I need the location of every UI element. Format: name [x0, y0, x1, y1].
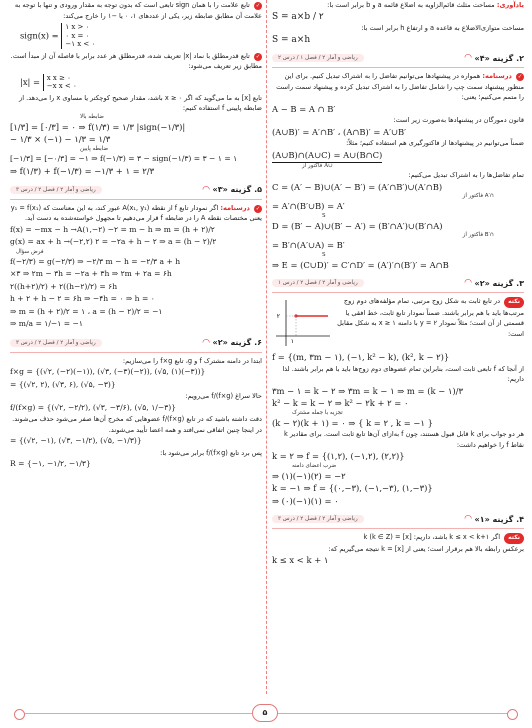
- q5-header: [10, 183, 262, 200]
- q4-meta: ریاضی و آمار ۲ / فصل ۲ / درس ۳: [272, 515, 364, 523]
- q2-tip: [272, 71, 524, 103]
- lesson-icon: ✓: [517, 74, 523, 80]
- q6-text3: دقت داشته باشید که در تابع f/(f×g) عضوهایی که مخرج آن‌ها صفر می‌شود حذف می‌شوند. در اینجا چنین اتفاقی نمی‌افتد و همه اعضا تأیید می‌شوند.: [12, 415, 262, 434]
- q2-eq7-s: S: [322, 251, 326, 258]
- sign-definition: [20, 23, 262, 49]
- q3-tip: [336, 296, 524, 348]
- q2-tafazol-text: تمام تفاضل‌ها را به اشتراک تبدیل می‌کنیم:: [408, 171, 524, 179]
- q3-tip-text: در تابع ثابت به شکل زوج مرتبی، تمام مؤلفه‌های دوم زوج مرتب‌ها باید با هم برابر باشند. ضمناً نمودار تابع ثابت، خط افقی یا قسمتی از آن است؛ مثلاً نمودار y = ۲ با دامنه x ≥ ۱ به شکل مقابل است:: [337, 297, 524, 338]
- abs-case-1: x x ≥ ۰: [46, 73, 71, 82]
- q2-meta: ریاضی و آمار ۲ / فصل ۱ / درس ۲: [272, 54, 364, 62]
- q2-eq8: ⇒ E = (C∪D)′ = C′∩D′ = (A′)′∩(B′)′ = A∩B: [272, 259, 449, 270]
- abs-cases: [43, 74, 77, 91]
- q5-eq3-label: فرض سؤال: [16, 248, 44, 255]
- floor-text: تابع [x] به ما می‌گوید که اگر x ≥ ۰ باشد، مقدار صحیح کوچکتر یا مساوی x را می‌دهد. از ضابطه پایینی f استفاده کنیم:: [19, 93, 262, 112]
- reminder-paragraph: [272, 0, 524, 11]
- q4-tip-text: اگر k ≤ x < k+۱ باشد، داریم: [x] = k (k ∈ Z): [363, 533, 501, 541]
- q3-text2: هر دو جواب برای k قابل قبول هستند، چون f به‌ازای آن‌ها تابع ثابت است. برای مقادیر k نقاط f را خواهیم داشت:: [284, 430, 524, 449]
- q5-eq2: g(x) = ax + h →(−۲,۲) ۲ = −۲a + h − ۲ ⇒ a = (h − ۲)/۲: [10, 237, 217, 246]
- sign-case-2: ۰ x = ۰: [65, 31, 90, 40]
- eqD: ⇒ f(۱/۳) + f(−۱/۳) = −۱/۳ + ۱ = ۲/۳: [10, 166, 155, 176]
- q5-tip-text: اگر نمودار تابع f از نقطه A(x₁, y₁) عبور کند، به این معناست که y₁ = f(x₁) یعنی مختصات نقطه A را در ضابطه f قرار می‌دهیم تا مجهول خواسته‌شده به دست آید.: [10, 203, 262, 222]
- circle-deco-left: [14, 709, 25, 720]
- q3-tag: نکته: [504, 297, 524, 308]
- q6-title: [203, 338, 262, 348]
- page-number: ۵: [252, 704, 278, 722]
- q3-eq4: (k − ۲)(k + ۱) = ۰ ⇒ { k = ۲ , k = −۱ }: [272, 417, 433, 428]
- q5-title: [203, 185, 262, 195]
- q4-title-text: ۴. گزینه «۱»: [474, 514, 524, 524]
- wifi-icon: ◠: [464, 514, 472, 524]
- q4-tip: [272, 532, 524, 544]
- q2-demorgan-text: قانون دمورگان در پیشنهادها به‌صورت زیر است:: [393, 116, 524, 124]
- abs-label: |x| =: [20, 76, 41, 87]
- eqC-label: ضابطه پایین: [80, 145, 109, 152]
- wifi-icon: ◠: [202, 337, 210, 348]
- q5-eq3: f(−۲/۳) = g(−۲/۳) ⇒ −۲/۳ m − h = −۲/۳ a + h: [10, 256, 181, 266]
- q3-eq1: f = {(m, ۳m − ۱), (−۱, k² − k), (k², k − ۲)}: [272, 352, 450, 362]
- q6-text1: ابتدا در دامنه مشترک f و g، تابع f×g را می‌سازیم:: [122, 356, 262, 365]
- q3-eq5: k = ۲ ⇒ f = {(۱,۲), (−۱,۲), (۲,۲)}: [272, 451, 405, 461]
- q4-tip-text2: برعکس رابطه بالا هم برقرار است؛ یعنی از [x] = k نتیجه می‌گیریم که:: [328, 544, 524, 553]
- sign-label: sign(x) =: [20, 30, 59, 41]
- q2-tip-label: درسنامه:: [482, 72, 512, 80]
- q3-header: [272, 276, 524, 293]
- q4-eq1: k ≤ x < k + ۱: [272, 555, 329, 565]
- q4-tag: نکته: [504, 533, 524, 544]
- q2-eq7: = B′∩(A′∪A) = B′: [272, 240, 345, 250]
- q2-eq1: A − B = A ∩ B′: [272, 103, 336, 114]
- left-column: [10, 0, 262, 696]
- eqA-label: ضابطه بالا: [80, 113, 104, 120]
- q5-eq7: ⇒ m = (h + ۲)/۲ = ۱ ، a = (h − ۲)/۲ = −۱: [10, 306, 163, 316]
- q3-eq6: ⇒ (۱)(−۱)(۲) = −۲: [272, 470, 346, 481]
- q6-eq5: R = {−۱, −۱/۲, −۱/۳}: [10, 459, 91, 468]
- bullet-icon: ✓: [255, 53, 261, 60]
- q4-header: [272, 512, 524, 529]
- q6-eq4: = {(√۲, −۱), (√۳, −۱/۲), (√۵, −۱/۳)}: [10, 436, 142, 445]
- q2-factor-text: ضمناً می‌توانیم در پیشنهادها از فاکتورگیری هم استفاده کنیم؛ مثلاً:: [346, 139, 524, 147]
- reminder-text: مساحت مثلث قائم‌الزاویه به اضلاع قائمه a و b برابر است با:: [327, 1, 495, 9]
- q2-eq3-wrap: [272, 149, 524, 171]
- parallelogram-area-formula: S = a×h: [272, 34, 311, 45]
- q6-text2: حالا سراغ f/(f×g) می‌رویم:: [185, 392, 262, 400]
- q5-eq4: ×۳ ⇒ ۲m − ۳h = −۲a + ۳h ⇒ ۲m + ۲a = ۶h: [10, 269, 172, 278]
- q3-eq7: k = −۱ ⇒ f = {(۰,−۳), (−۱,−۳), (۱,−۳)}: [272, 483, 433, 493]
- sign-case-1: ۱ x > ۰: [65, 23, 90, 31]
- circle-deco-right: [507, 709, 518, 720]
- q6-eq1: f×g = {(√۲, (−۲)(−۱)), (√۳, (−۳)(−۲)), (√۵, (۱)(−۳))}: [10, 367, 206, 376]
- q5-eq1: f(x) = −mx − h →A(۱,−۲) −۲ = m − h ⇒ m = (h + ۲)/۲: [10, 224, 215, 234]
- lesson-icon: ✓: [255, 205, 261, 212]
- q2-title-text: ۲. گزینه «۴»: [474, 53, 524, 63]
- bullet-icon: ✓: [255, 3, 261, 9]
- eqA: [۱/۳] = [۰/۳] = ۰ ⇒ f(۱/۳) = ۱/۳ |sign(−۱/۳)|: [10, 121, 186, 132]
- q6-title-text: ۶. گزینه «۲»: [212, 338, 262, 347]
- q3-eq8: ⇒ (۰)(−۱)(۱) = ۰: [272, 495, 339, 506]
- q5-tip: [10, 203, 262, 224]
- q6-text4: پس برد تابع f/(f×g) برابر می‌شود با:: [160, 448, 262, 457]
- q6-meta: ریاضی و آمار ۲ / فصل ۲ / درس ۳: [10, 339, 102, 347]
- wifi-icon: ◠: [464, 278, 472, 288]
- sign-case-3: −۱ x < ۰: [65, 40, 96, 48]
- q2-eq3: (A∪B)∩(A∪C) = A∪(B∩C): [272, 149, 382, 164]
- constant-function-graph: [272, 296, 332, 348]
- eqC: [−۱/۳] = [−۰/۳] = −۱ ⇒ f(−۱/۳) = ۳ − sign(−۱/۳) = ۳ − ۱ = ۱: [10, 153, 238, 163]
- q2-eq5: = A′∩(B′∪B) = A′: [272, 201, 345, 211]
- q2-eq3-label: فاکتور از A∪: [302, 163, 333, 169]
- q2-title: [465, 53, 524, 63]
- q3-text1: از آنجا که f تابعی ثابت است، بنابراین تمام عضوهای دوم زوج‌ها باید با هم برابر باشند. لذا داریم:: [282, 364, 524, 383]
- right-column: [272, 0, 524, 696]
- q6-eq2: = {(√۲, ۲), (√۳, ۶), (√۵, −۳)}: [10, 379, 116, 389]
- sign-cases: [61, 23, 95, 49]
- q3-tip-box: [272, 296, 524, 348]
- q3-title-text: ۳. گزینه «۲»: [474, 278, 524, 288]
- wifi-icon: ◠: [464, 53, 472, 63]
- graph-x-label: ۱: [290, 338, 294, 345]
- page-footer: [0, 696, 532, 728]
- q2-eq2: (A∪B)′ = A′∩B′ ، (A∩B)′ = A′∪B′: [272, 126, 407, 137]
- q5-tip-label: درسنامه:: [220, 203, 250, 212]
- reminder-label: یادآوری:: [496, 1, 524, 9]
- column-divider: [266, 0, 267, 694]
- parallelogram-text: مساحت متوازی‌الاضلاع به قاعده a و ارتفاع h برابر است با:: [361, 24, 524, 32]
- q4-title: [465, 514, 524, 524]
- q2-eq6-label: فاکتور از B′∩: [462, 232, 494, 238]
- q3-meta: ریاضی و آمار ۲ / فصل ۲ / درس ۱: [272, 279, 364, 287]
- q2-header: [272, 51, 524, 68]
- q3-eq3: k² − k = k − ۲ ⇒ k² − ۲k + ۲ = ۰: [272, 398, 409, 408]
- sign-text: تابع علامت را با همان sign تابعی است که بدون توجه به مقدار ورودی و تنها با توجه به علامت آن مطابق ضابطه زیر، یکی از عددهای ۱، ۰ یا −۱ را خارج می‌کند:: [14, 1, 262, 20]
- q3-eq2: ۳m − ۱ = k − ۲ ⇒ ۳m = k − ۱ ⇒ m = (k − ۱)/۳: [272, 385, 463, 396]
- q5-meta: ریاضی و آمار ۲ / فصل ۲ / درس ۳: [10, 186, 102, 194]
- abs-text: تابع قدرمطلق با نماد |x| تعریف شده، قدرمطلق هر عدد برابر با فاصله آن از مبدأ است. مطابق زیر تعریف می‌شود:: [10, 51, 262, 70]
- q2-eq5-s: S: [322, 212, 326, 219]
- abs-paragraph: [10, 51, 262, 72]
- triangle-area-formula: S = a×b / ۲: [272, 11, 324, 22]
- eqB: − ۱/۳ × (−۱) − ۱/۳ = ۱/۳: [10, 134, 111, 144]
- abs-case-2: −x x < ۰: [46, 82, 77, 90]
- q5-eq6: h + ۲ + h − ۲ = ۶h ⇒ −۴h = ۰ ⇒ h = ۰: [10, 294, 155, 303]
- q2-eq6: D = (B′ − A)∪(B′ − A′) = (B′∩A′)∪(B′∩A): [272, 220, 443, 231]
- q2-eq4: C = (A′ − B)∪(A′ − B′) = (A′∩B′)∪(A′∩B): [272, 181, 443, 192]
- q5-eq8: ⇒ m/a = ۱/−۱ = −۱: [10, 319, 83, 328]
- q2-eq4-label: فاکتور از A′∩: [462, 193, 494, 199]
- q6-eq3: f/(f×g) = {(√۲, −۲/۲), (√۳, −۳/۶), (√۵, ۱/−۳)}: [10, 402, 177, 412]
- q5-eq5: ۲((h+۲)/۲) + ۲((h−۲)/۲) = ۶h: [10, 281, 118, 291]
- abs-definition: [20, 74, 262, 91]
- graph-y-label: ۲: [276, 313, 280, 320]
- sign-paragraph: [10, 0, 262, 21]
- q3-title: [465, 278, 524, 288]
- q3-eq6-label: ضرب اعضای دامنه: [292, 462, 337, 469]
- q3-eq4-label: تجزیه با جمله مشترک: [292, 409, 343, 416]
- wifi-icon: ◠: [202, 184, 210, 195]
- q2-tip-text: همواره در پیشنهادها می‌توانیم تفاضل را به اشتراک تبدیل کنیم. برای این منظور پیشنهاد سمت چپ را شامل تفاضل را به اشتراک تبدیل کرده و پیشنهاد سمت راست را متمم می‌کنیم؛ یعنی:: [276, 72, 524, 101]
- q5-title-text: ۵. گزینه «۳»: [212, 185, 262, 194]
- q6-header: [10, 336, 262, 353]
